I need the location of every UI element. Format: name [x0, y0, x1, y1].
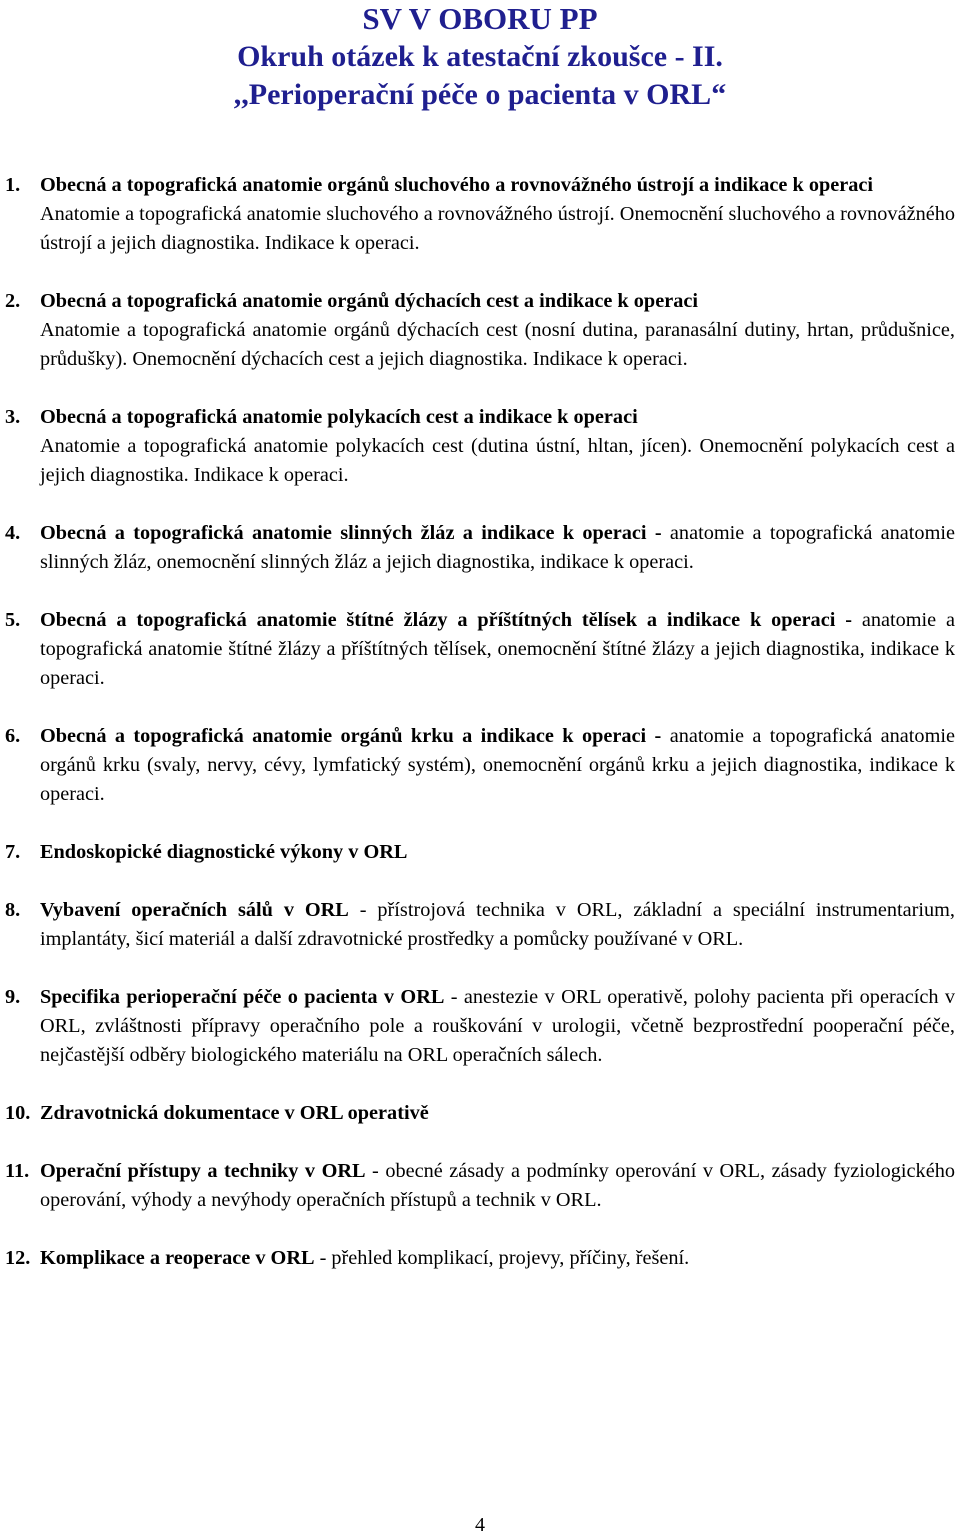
item-title: Komplikace a reoperace v ORL: [40, 1247, 315, 1269]
item-text: anatomie a topografická anatomie štítné žlázy a příštítných tělísek, onemocnění štítné žlázy a jejich diagnostika, indikace k operaci.: [40, 609, 955, 689]
item-title: Obecná a topografická anatomie orgánů sluchového a rovnovážného ústrojí a indikace k operaci: [40, 174, 874, 196]
item-title: Obecná a topografická anatomie štítné žlázy a příštítných tělísek a indikace k operaci: [40, 609, 836, 631]
header-line-1: SV V OBORU PP: [362, 1, 598, 36]
item-title: Zdravotnická dokumentace v ORL operativě: [40, 1102, 429, 1124]
item-number: 6.: [5, 725, 21, 747]
item-separator: -: [835, 609, 862, 631]
item-separator: -: [314, 1247, 332, 1269]
item-number: 3.: [5, 406, 21, 428]
item-number: 4.: [5, 522, 21, 544]
list-item-12: [0, 1244, 960, 1273]
item-separator: -: [646, 522, 670, 544]
item-title: Endoskopické diagnostické výkony v ORL: [40, 841, 408, 863]
item-title: Vybavení operačních sálů v ORL: [40, 899, 349, 921]
list-item-11: [0, 1157, 960, 1215]
list-item-7: [0, 838, 960, 867]
item-number: 7.: [5, 841, 21, 863]
item-number: 12.: [5, 1247, 31, 1269]
list-item-2: [0, 287, 960, 374]
item-title: Specifika perioperační péče o pacienta v ORL: [40, 986, 445, 1008]
document-header: [0, 0, 960, 114]
item-separator: -: [444, 986, 464, 1008]
list-item-1: [0, 171, 960, 258]
question-list: [0, 171, 960, 1302]
item-separator: -: [365, 1160, 386, 1182]
item-text: Anatomie a topografická anatomie orgánů dýchacích cest (nosní dutina, paranasální dutiny, hrtan, průdušnice, průdušky). Onemocnění dýchacích cest a jejich diagnostika. Indikace k operaci.: [40, 319, 955, 370]
item-number: 9.: [5, 986, 21, 1008]
item-number: 8.: [5, 899, 21, 921]
header-line-3: ,,Perioperační péče o pacienta v ORL“: [233, 78, 727, 111]
list-item-5: [0, 606, 960, 693]
list-item-9: [0, 983, 960, 1070]
item-separator: -: [646, 725, 670, 747]
item-text: anatomie a topografická anatomie orgánů krku (svaly, nervy, cévy, lymfatický systém), onemocnění orgánů krku a jejich diagnostika, indikace k operaci.: [40, 725, 955, 805]
item-separator: -: [348, 899, 378, 921]
item-text: Anatomie a topografická anatomie polykacích cest (dutina ústní, hltan, jícen). Onemocnění polykacích cest a jejich diagnostika. Indikace k operaci.: [40, 435, 955, 486]
item-number: 10.: [5, 1102, 31, 1124]
item-text: anatomie a topografická anatomie slinných žláz, onemocnění slinných žláz a jejich diagnostika, indikace k operaci.: [40, 522, 955, 573]
list-item-6: [0, 722, 960, 809]
item-title: Obecná a topografická anatomie polykacích cest a indikace k operaci: [40, 406, 638, 428]
item-number: 1.: [5, 174, 21, 196]
item-title: Obecná a topografická anatomie orgánů krku a indikace k operaci: [40, 725, 647, 747]
item-text: přístrojová technika v ORL, základní a speciální instrumentarium, implantáty, šicí materiál a další zdravotnické prostředky a pomůcky používané v ORL.: [40, 899, 955, 950]
page-number: 4: [475, 1514, 485, 1536]
item-text: anestezie v ORL operativě, polohy pacienta při operacích v ORL, zvláštnosti přípravy operačního pole a rouškování v urologii, včetně bezprostřední pooperační péče, nejčastější odběry biologického materiálu na ORL operačních sálech.: [40, 986, 955, 1066]
item-text: Anatomie a topografická anatomie sluchového a rovnovážného ústrojí. Onemocnění sluchového a rovnovážného ústrojí a jejich diagnostika. Indikace k operaci.: [40, 203, 955, 254]
list-item-10: [0, 1099, 960, 1128]
item-number: 11.: [5, 1160, 30, 1182]
list-item-8: [0, 896, 960, 954]
list-item-3: [0, 403, 960, 490]
item-title: Operační přístupy a techniky v ORL: [40, 1160, 366, 1182]
item-title: Obecná a topografická anatomie orgánů dýchacích cest a indikace k operaci: [40, 290, 698, 312]
header-line-2: Okruh otázek k atestační zkoušce - II.: [237, 40, 723, 73]
item-title: Obecná a topografická anatomie slinných žláz a indikace k operaci: [40, 522, 647, 544]
list-item-4: [0, 519, 960, 577]
item-number: 2.: [5, 290, 21, 312]
item-text: přehled komplikací, projevy, příčiny, řešení.: [331, 1247, 690, 1269]
item-text: obecné zásady a podmínky operování v ORL, zásady fyziologického operování, výhody a nevýhody operačních přístupů a technik v ORL.: [40, 1160, 955, 1211]
item-number: 5.: [5, 609, 21, 631]
